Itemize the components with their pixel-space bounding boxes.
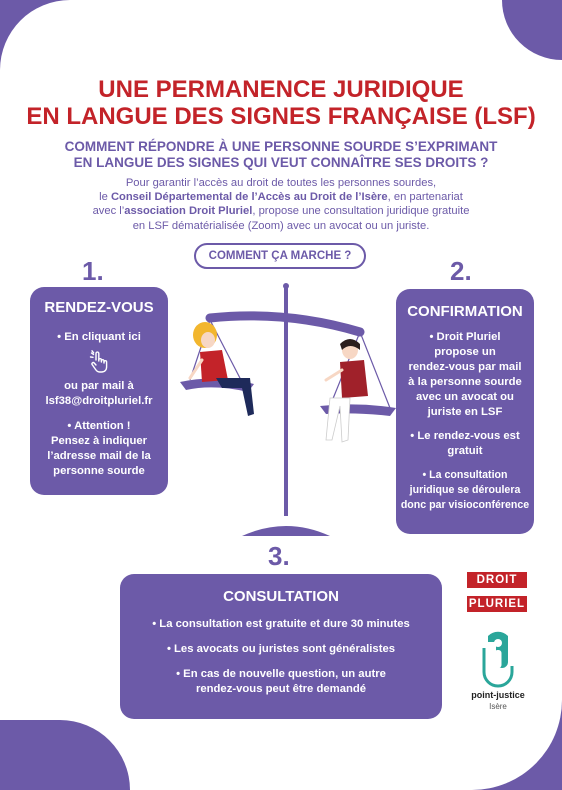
attention-line: • Attention ! (67, 420, 131, 432)
confirmation-title: CONFIRMATION (407, 303, 523, 320)
point-justice-subtitle: Isère (489, 702, 507, 711)
intro-paragraph (40, 176, 522, 233)
intro-line: le Conseil Départemental de l’Accès au Droit de l’Isère, en partenariat (99, 191, 463, 204)
attention-line: personne sourde (53, 465, 145, 477)
intro-line: Pour garantir l’accès au droit de toutes les personnes sourdes, (125, 177, 437, 189)
confirmation-line: juridique se déroulera (409, 484, 521, 496)
confirmation-line: • Droit Pluriel (429, 331, 501, 343)
how-it-works-button[interactable]: COMMENT ÇA MARCHE ? (194, 243, 366, 269)
confirmation-line: gratuit (447, 445, 483, 457)
point-justice-icon (456, 622, 540, 692)
point-justice-name: point-justice (471, 690, 525, 700)
pointer-hand-icon[interactable] (86, 349, 112, 375)
confirmation-line: avec un avocat ou (416, 391, 514, 403)
consultation-line: • La consultation est gratuite et dure 30 minutes (152, 618, 410, 630)
intro-line: en LSF dématérialisée (Zoom) avec un avocat ou un juriste. (132, 219, 430, 232)
droit-pluriel-logo: PLURIEL (468, 598, 526, 610)
scale-illustration (150, 280, 400, 540)
consultation-line: • Les avocats ou juristes sont généralistes (166, 643, 396, 655)
attention-line: l’adresse mail de la (47, 450, 151, 462)
corner-decoration (0, 720, 130, 790)
confirmation-card (396, 289, 534, 534)
consultation-card (120, 574, 442, 719)
rendez-vous-card (30, 287, 168, 495)
rendez-vous-title: RENDEZ-VOUS (44, 299, 154, 316)
confirmation-line: donc par visioconférence (400, 499, 530, 511)
attention-line: Pensez à indiquer (50, 435, 148, 447)
confirmation-line: • Le rendez-vous est (410, 430, 520, 442)
step-number-2: 2. (450, 256, 472, 286)
subtitle-line2: EN LANGUE DES SIGNES QUI VEUT CONNAÎTRE SES DROITS ? (73, 155, 489, 170)
email-link[interactable]: lsf38@droitpluriel.fr (45, 395, 153, 407)
consultation-title: CONSULTATION (223, 588, 339, 605)
click-here-link[interactable]: • En cliquant ici (57, 331, 141, 343)
confirmation-line: à la personne sourde (408, 376, 522, 388)
main-title-line2: EN LANGUE DES SIGNES FRANÇAISE (LSF) (26, 103, 536, 130)
droit-pluriel-logo: DROIT (467, 572, 527, 588)
mail-line: ou par mail à (64, 380, 134, 392)
step-number-1: 1. (82, 256, 104, 286)
confirmation-line: propose un (434, 346, 496, 358)
consultation-line: • En cas de nouvelle question, un autre (176, 668, 386, 680)
corner-decoration (502, 0, 562, 60)
main-title-line1: UNE PERMANENCE JURIDIQUE (98, 76, 464, 103)
intro-line: avec l’association Droit Pluriel, propose une consultation juridique gratuite (92, 205, 470, 218)
step-number-3: 3. (268, 541, 290, 571)
confirmation-line: • La consultation (422, 469, 508, 481)
confirmation-line: rendez-vous par mail (408, 361, 522, 373)
confirmation-line: juriste en LSF (427, 406, 503, 418)
consultation-line: rendez-vous peut être demandé (195, 683, 367, 695)
subtitle-line1: COMMENT RÉPONDRE À UNE PERSONNE SOURDE S’EXPRIMANT (64, 139, 498, 154)
